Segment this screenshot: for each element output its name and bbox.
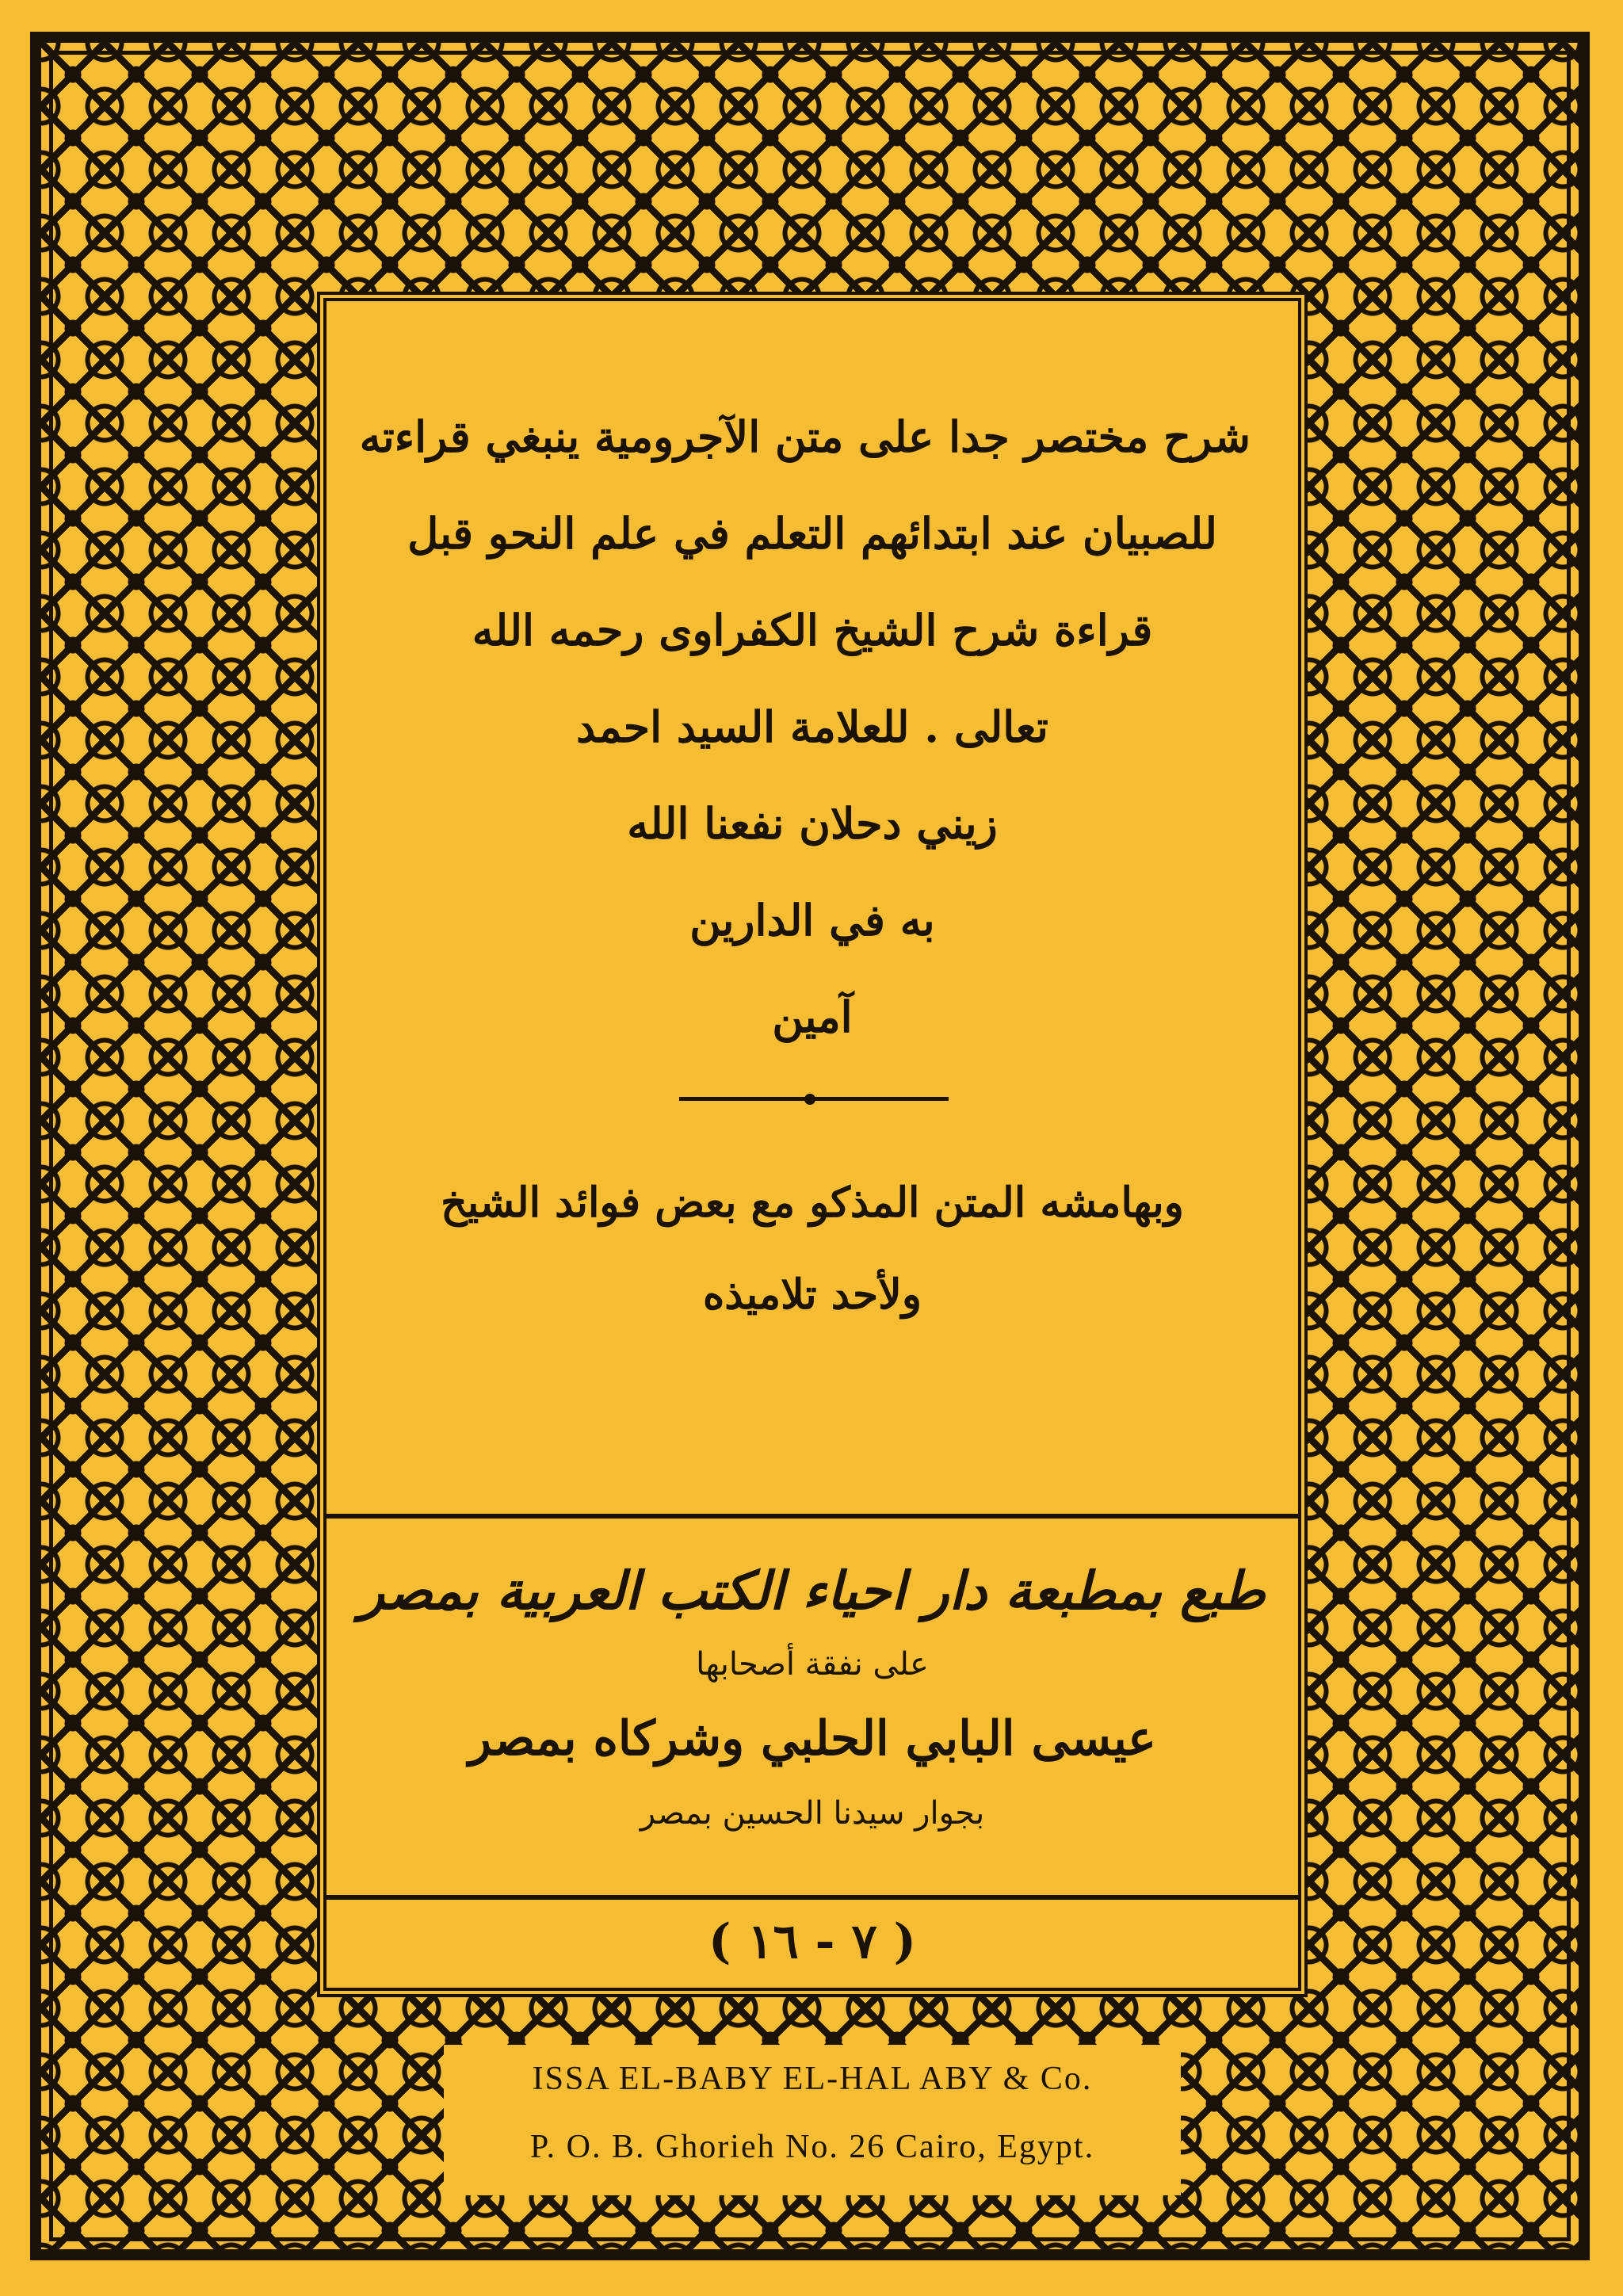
english-imprint <box>444 2045 1181 2195</box>
title-divider <box>679 1094 949 1103</box>
catalog-number: ( ٧ - ١٦ ) <box>708 1914 916 1969</box>
title-line-5: زيني دحلان نفعنا الله <box>627 798 998 849</box>
title-line-6: به في الدارين <box>689 895 935 946</box>
title-line-1: شرح مختصر جدا على متن الآجرومية ينبغي قراءته <box>359 411 1251 462</box>
title-line-3: قراءة شرح الشيخ الكفراوى رحمه الله <box>472 605 1153 655</box>
title-line-4: تعالى . للعلامة السيد احمد <box>576 701 1048 752</box>
title-line-2: للصبيان عند ابتدائهم التعلم في علم النحو قبل <box>407 508 1217 559</box>
english-publisher-name: ISSA EL-BABY EL-HAL ABY & Co. <box>532 2061 1093 2097</box>
printing-press-name: طبع بمطبعة دار احياء الكتب العربية بمصر <box>359 1560 1266 1622</box>
margin-note <box>374 1157 1251 1341</box>
title-line-7: آمين <box>772 991 853 1042</box>
book-title <box>359 388 1251 1065</box>
title-panel <box>317 292 1308 1997</box>
publisher-name: عيسى البابي الحلبي وشركاه بمصر <box>468 1711 1156 1767</box>
publisher-address: بجوار سيدنا الحسين بمصر <box>640 1795 985 1832</box>
publisher-block <box>327 1514 1298 1900</box>
margin-note-line-1: وبهامشه المتن المذكو مع بعض فوائد الشيخ <box>441 1179 1184 1227</box>
publisher-expense-note: على نفقة أصحابها <box>696 1646 929 1683</box>
english-publisher-address: P. O. B. Ghorieh No. 26 Cairo, Egypt. <box>529 2129 1095 2165</box>
margin-note-line-2: ولأحد تلاميذه <box>703 1270 922 1319</box>
